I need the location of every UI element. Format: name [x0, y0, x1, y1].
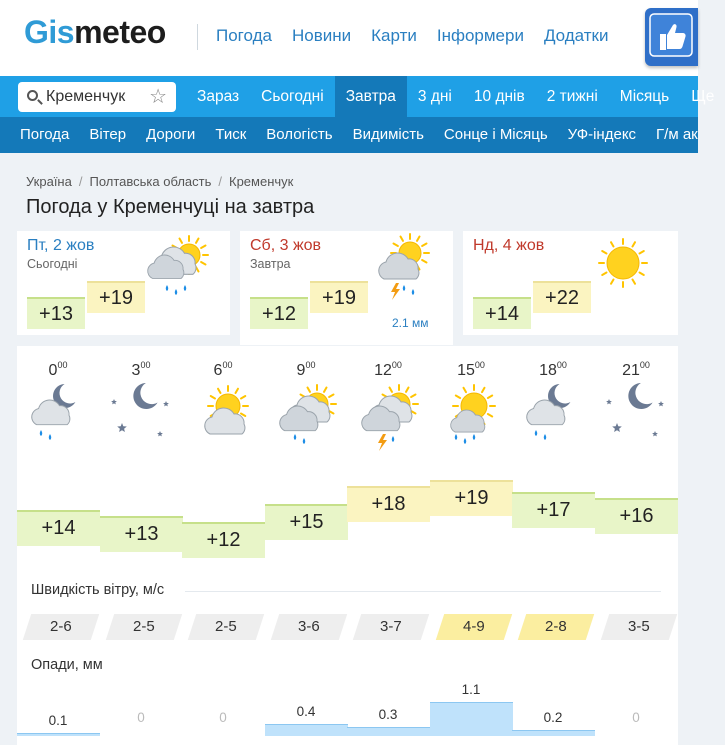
facebook-like-icon[interactable] [645, 8, 698, 66]
wind-speed: 2-5 [106, 614, 182, 640]
wind-speed: 3-7 [353, 614, 429, 640]
precip-value: 0 [219, 710, 227, 725]
hour-label: $9^{00}$ [296, 360, 316, 379]
hour-label: $12^{00}$ [374, 360, 402, 379]
hour-temp: +17 [512, 492, 595, 528]
day-temp-max: +22 [533, 281, 591, 313]
gismeteo-logo[interactable]: Gismeteo [24, 14, 166, 50]
precip-value: 0.4 [296, 703, 316, 719]
day-name: Сб, 3 жов [250, 237, 322, 254]
breadcrumb-item[interactable]: Полтавська область [89, 174, 212, 189]
precip-value: 0 [137, 710, 145, 725]
search-icon [27, 90, 38, 101]
parameter-tab-2[interactable]: Дороги [146, 126, 196, 143]
sun-cloud-rain-icon [430, 382, 512, 446]
precip-value: 1.1 [461, 682, 481, 697]
period-tab-2[interactable]: Завтра [335, 76, 407, 117]
moon-stars-icon [100, 382, 182, 446]
breadcrumb-separator: / [78, 174, 83, 189]
nav-link-weather[interactable]: Погода [216, 26, 272, 45]
period-tab-6[interactable]: Місяць [619, 88, 670, 105]
precip-bar [347, 727, 430, 736]
precip-bar [430, 702, 513, 736]
site-header [0, 0, 698, 76]
city-search-input[interactable] [18, 82, 176, 112]
moon-cloud-rain-icon [512, 382, 594, 446]
sun-clouds-rain-icon [265, 382, 347, 446]
top-nav [197, 26, 618, 50]
page-title: Погода у Кременчуці на завтра [26, 196, 315, 218]
period-tab-4[interactable]: 10 днів [473, 88, 525, 105]
breadcrumb [26, 174, 293, 189]
hour-temp: +18 [347, 486, 430, 522]
parameter-tabs [0, 117, 698, 153]
nav-link-maps[interactable]: Карти [371, 26, 417, 45]
precip-value: 0.1 [48, 712, 68, 728]
wind-divider [185, 591, 661, 592]
wind-speed: 3-5 [601, 614, 677, 640]
precip-label: Опади, мм [31, 657, 103, 673]
period-tab-1[interactable]: Сьогодні [261, 88, 324, 105]
hour-temp: +12 [182, 522, 265, 558]
day-temp-max: +19 [310, 281, 368, 313]
day-card[interactable] [240, 231, 453, 345]
wind-speed: 3-6 [271, 614, 347, 640]
moon-cloud-rain-icon [17, 382, 99, 446]
parameter-tab-4[interactable]: Вологість [266, 126, 333, 143]
precip-value: 0.2 [543, 709, 563, 725]
nav-link-informers[interactable]: Інформери [436, 26, 524, 45]
hour-temp: +13 [100, 516, 183, 552]
parameter-tab-7[interactable]: УФ-індекс [567, 126, 637, 143]
nav-link-news[interactable]: Новини [291, 26, 352, 45]
hourly-forecast-panel [17, 346, 678, 745]
day-temp-min: +13 [27, 297, 85, 329]
breadcrumb-item: Кременчук [229, 174, 294, 189]
day-name: Нд, 4 жов [473, 237, 545, 254]
hour-temp: +14 [17, 510, 100, 546]
precip-bar [265, 724, 348, 736]
wind-speed: 2-6 [23, 614, 99, 640]
wind-label: Швидкість вітру, м/с [31, 582, 165, 598]
hour-label: $0^{00}$ [48, 360, 68, 379]
day-temp-min: +12 [250, 297, 308, 329]
parameter-tab-6[interactable]: Сонце і Місяць [443, 126, 548, 143]
favorite-star-icon[interactable]: ☆ [149, 86, 167, 108]
hour-temp: +19 [430, 480, 513, 516]
hour-label: $6^{00}$ [213, 360, 233, 379]
search-value: Кременчук [46, 88, 126, 105]
sun-cloud-icon [182, 382, 264, 446]
parameter-tab-5[interactable]: Видимість [352, 126, 424, 143]
hour-temp: +16 [595, 498, 678, 534]
day-subtitle: Завтра [250, 257, 291, 271]
day-name: Пт, 2 жов [27, 237, 95, 254]
period-tab-3[interactable]: 3 дні [417, 88, 452, 105]
day-card[interactable] [463, 231, 678, 335]
precip-value: 0 [632, 710, 640, 725]
day-subtitle: Сьогодні [27, 257, 78, 271]
day-precip: 2.1 мм [392, 316, 429, 330]
parameter-tab-1[interactable]: Вітер [89, 126, 127, 143]
parameter-tabs-bar [0, 117, 698, 153]
hour-label: $15^{00}$ [457, 360, 485, 379]
sun-clouds-thunder-icon [347, 382, 429, 446]
parameter-tab-0[interactable]: Погода [20, 126, 70, 143]
cloud-sun-rain-icon [145, 233, 227, 302]
breadcrumb-separator: / [218, 174, 222, 189]
period-tab-0[interactable]: Зараз [197, 88, 240, 105]
period-tab-7[interactable]: Ще [691, 88, 715, 105]
hour-label: $18^{00}$ [539, 360, 567, 379]
nav-link-apps[interactable]: Додатки [543, 26, 609, 45]
precip-value: 0.3 [378, 706, 398, 722]
day-temp-min: +14 [473, 297, 531, 329]
day-card[interactable] [17, 231, 230, 335]
wind-speed: 4-9 [436, 614, 512, 640]
breadcrumb-item[interactable]: Україна [26, 174, 72, 189]
parameter-tab-3[interactable]: Тиск [215, 126, 247, 143]
moon-stars-icon [595, 382, 677, 446]
wind-speed: 2-5 [188, 614, 264, 640]
period-tab-5[interactable]: 2 тижні [546, 88, 598, 105]
sun-icon [591, 233, 673, 302]
hour-label: $3^{00}$ [131, 360, 151, 379]
parameter-tab-8[interactable]: Г/м ак [656, 126, 698, 143]
cloud-sun-thunder-icon [368, 233, 450, 302]
wind-speed: 2-8 [518, 614, 594, 640]
hour-temp: +15 [265, 504, 348, 540]
precip-bar [512, 730, 595, 736]
period-tabs [186, 76, 725, 117]
day-temp-max: +19 [87, 281, 145, 313]
period-tabs-bar [0, 76, 715, 117]
hour-label: $21^{00}$ [622, 360, 650, 379]
precip-bar [17, 733, 100, 736]
